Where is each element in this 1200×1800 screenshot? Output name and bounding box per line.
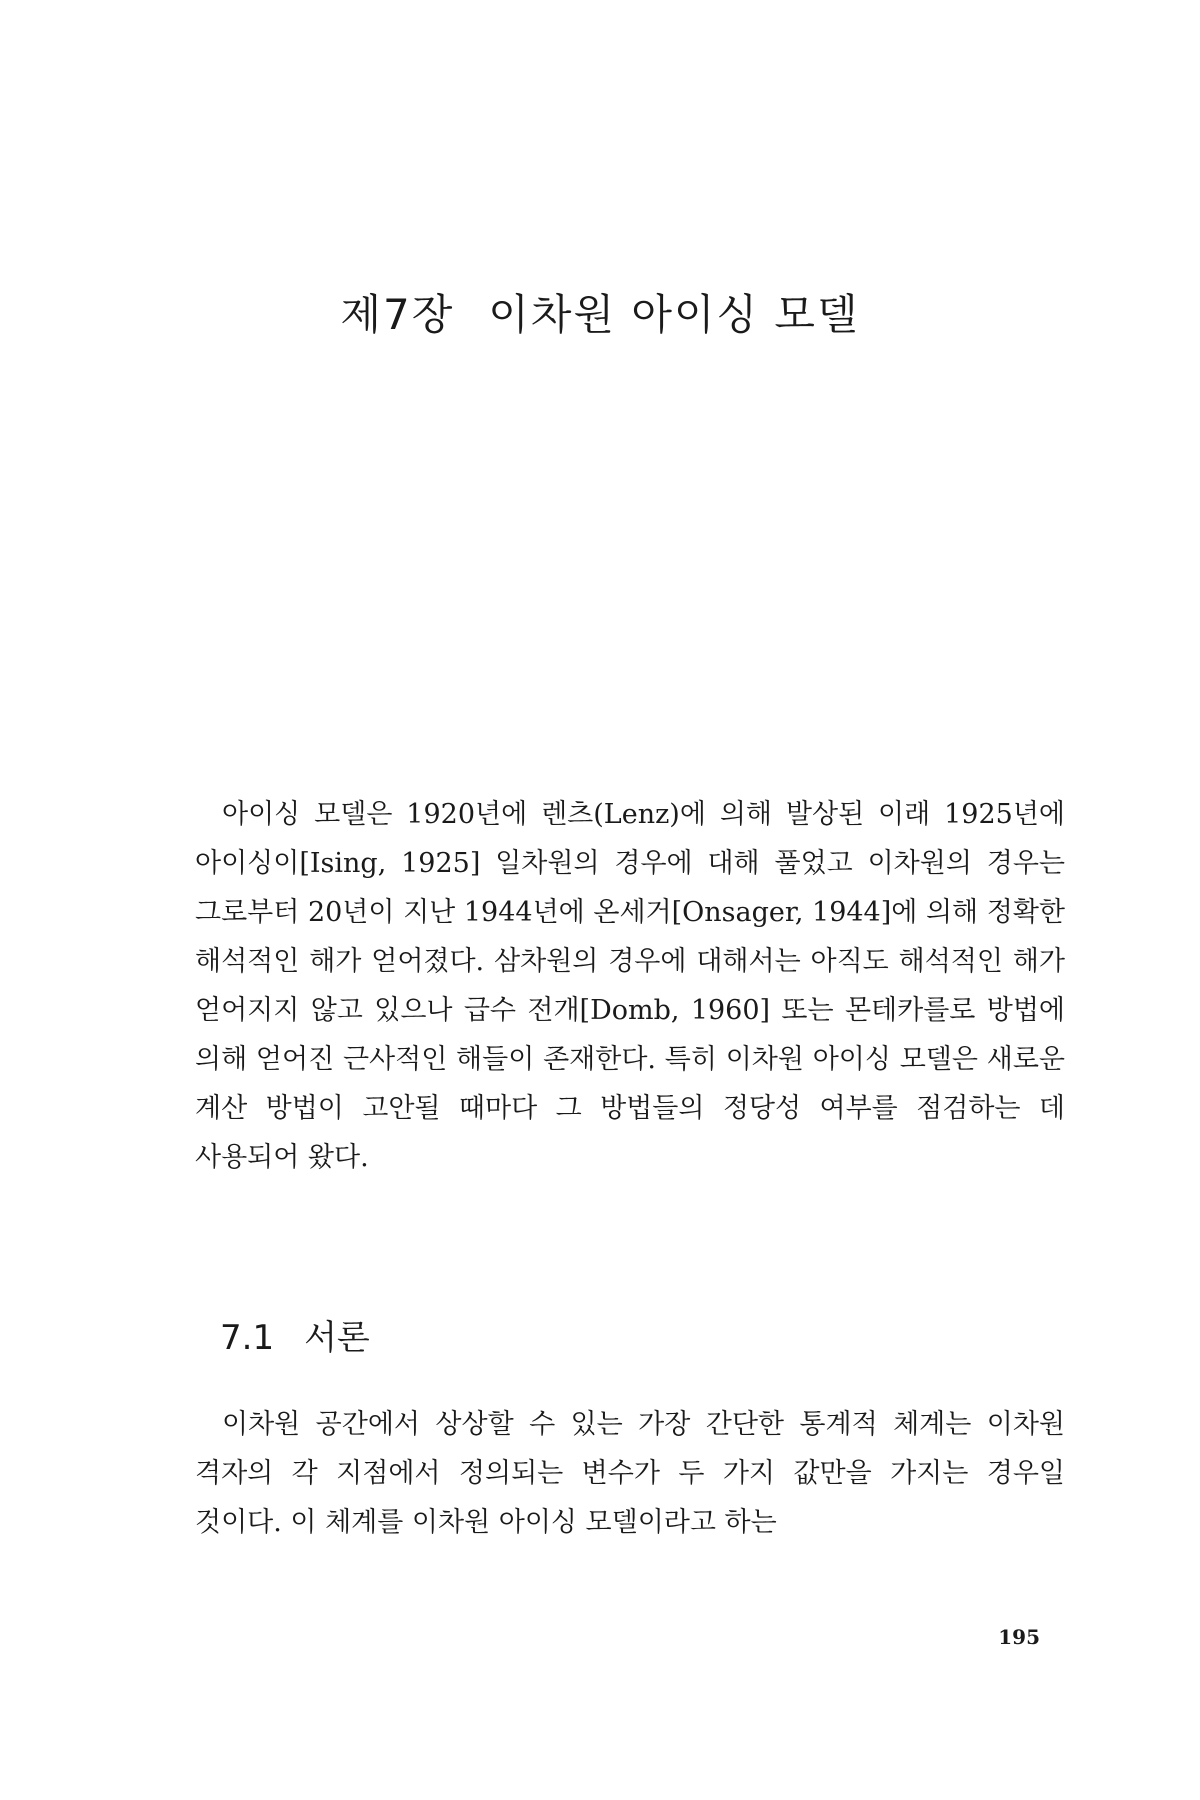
section-heading: [220, 1310, 370, 1359]
chapter-name: 이차원 아이싱 모델: [488, 290, 860, 339]
chapter-title: [0, 282, 1200, 342]
section-number: 7.1: [220, 1318, 275, 1358]
section-title: 서론: [304, 1318, 370, 1358]
section-paragraph: 이차원 공간에서 상상할 수 있는 가장 간단한 통계적 체계는 이차원 격자의 각 지점에서 정의되는 변수가 두 가지 값만을 가지는 경우일 것이다. 이 체계를 이차원 아이싱 모델이라고 하는: [195, 1409, 1065, 1538]
intro-paragraph: 아이싱 모델은 1920년에 렌츠(Lenz)에 의해 발상된 이래 1925년에 아이싱이[Ising, 1925] 일차원의 경우에 대해 풀었고 이차원의 경우는 그로부터 20년이 지난 1944년에 온세거[Onsager, 1944]에 의해 정확한 해석적인 해가 얻어졌다. 삼차원의 경우에 대해서는 아직도 해석적인 해가 얻어지지 않고 있으나 급수 전개[Domb, 1960] 또는 몬테카를로 방법에 의해 얻어진 근사적인 해들이 존재한다. 특히 이차원 아이싱 모델은 새로운 계산 방법이 고안될 때마다 그 방법들의 정당성 여부를 점검하는 데 사용되어 왔다.: [195, 799, 1065, 1173]
page-number: 195: [998, 1625, 1040, 1649]
chapter-number: 제7장: [340, 290, 455, 339]
